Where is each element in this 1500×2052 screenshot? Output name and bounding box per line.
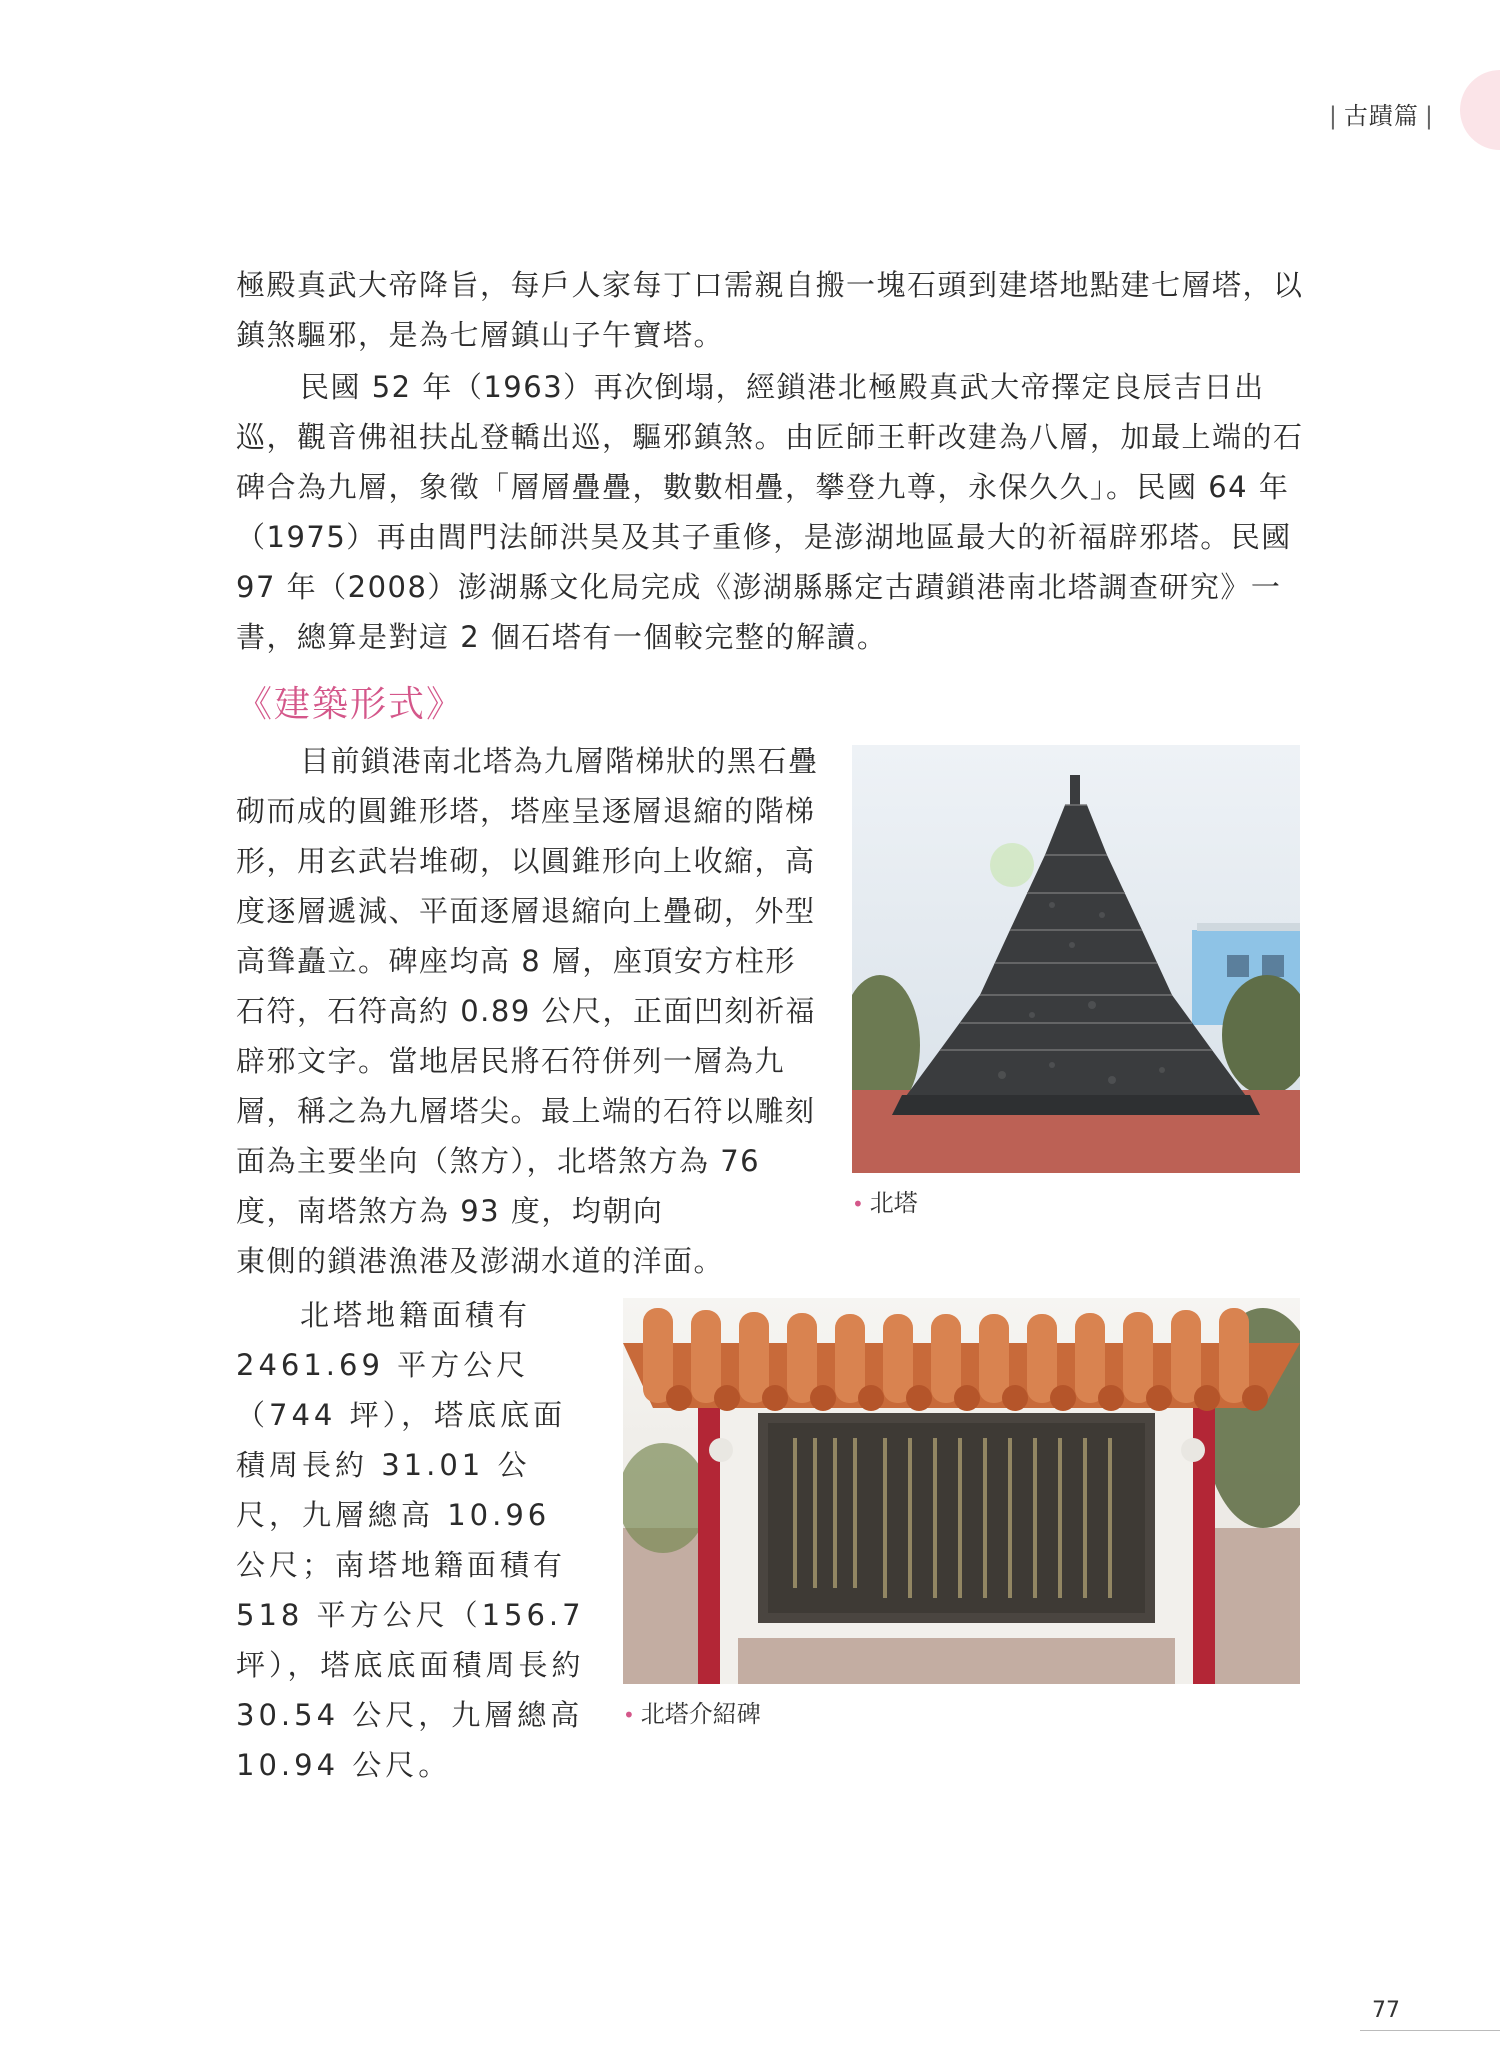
footer-rule bbox=[1360, 2030, 1500, 2031]
caption-bullet-icon: • bbox=[852, 1192, 864, 1216]
north-tower-caption-text: 北塔 bbox=[869, 1189, 918, 1217]
paragraph-history: 民國 52 年（1963）再次倒塌，經鎖港北極殿真武大帝擇定良辰吉日出巡，觀音佛祖扶乩登轎出巡，驅邪鎮煞。由匠師王軒改建為八層，加最上端的石碑合為九層，象徵「層層疊疊，數數相疊，攀登九尊，永保久久」。民國 64 年（1975）再由閭門法師洪昊及其子重修，是澎湖地區最大的祈福辟邪塔。民國 97 年（2008）澎湖縣文化局完成《澎湖縣縣定古蹟鎖港南北塔調查研究》一書，總算是對這 2 個石塔有一個較完整的解讀。 bbox=[236, 370, 1304, 654]
north-tower-sign-caption bbox=[623, 1694, 761, 1729]
section-title-architecture: 《建築形式》 bbox=[236, 684, 465, 725]
header-section-label: 古蹟篇 bbox=[1343, 102, 1419, 130]
page-tab-marker bbox=[1460, 70, 1500, 150]
caption-bullet-icon: • bbox=[623, 1703, 635, 1727]
header-divider-right: | bbox=[1424, 102, 1434, 130]
paragraph-intro-continued: 極殿真武大帝降旨，每戶人家每丁口需親自搬一塊石頭到建塔地點建七層塔，以鎮煞驅邪，是為七層鎮山子午寶塔。 bbox=[236, 268, 1304, 352]
north-tower-photo bbox=[852, 745, 1300, 1173]
paragraph-dimensions: 北塔地籍面積有 2461.69 平方公尺（744 坪），塔底底面積周長約 31.01 公尺，九層總高 10.96 公尺；南塔地籍面積有 518 平方公尺（156.7 坪），塔底底面積周長約 30.54 公尺，九層總高 10.94 公尺。 bbox=[236, 1298, 585, 1782]
paragraph-architecture: 目前鎖港南北塔為九層階梯狀的黑石疊砌而成的圓錐形塔，塔座呈逐層退縮的階梯形，用玄武岩堆砌，以圓錐形向上收縮，高度逐層遞減、平面逐層退縮向上疊砌，外型高聳矗立。碑座均高 8 層，座頂安方柱形石符，石符高約 0.89 公尺，正面凹刻祈福辟邪文字。當地居民將石符併列一層為九層，稱之為九層塔尖。最上端的石符以雕刻面為主要坐向（煞方），北塔煞方為 76 度，南塔煞方為 93 度，均朝向 bbox=[236, 744, 819, 1228]
page-number: 77 bbox=[1372, 1998, 1400, 2023]
paragraph-architecture-tail: 東側的鎖港漁港及澎湖水道的洋面。 bbox=[236, 1244, 725, 1278]
header-divider-left: | bbox=[1328, 102, 1338, 130]
north-tower-sign-photo bbox=[623, 1298, 1300, 1684]
running-header bbox=[1323, 96, 1440, 131]
north-tower-caption bbox=[852, 1183, 918, 1218]
north-tower-sign-caption-text: 北塔介紹碑 bbox=[640, 1700, 761, 1728]
